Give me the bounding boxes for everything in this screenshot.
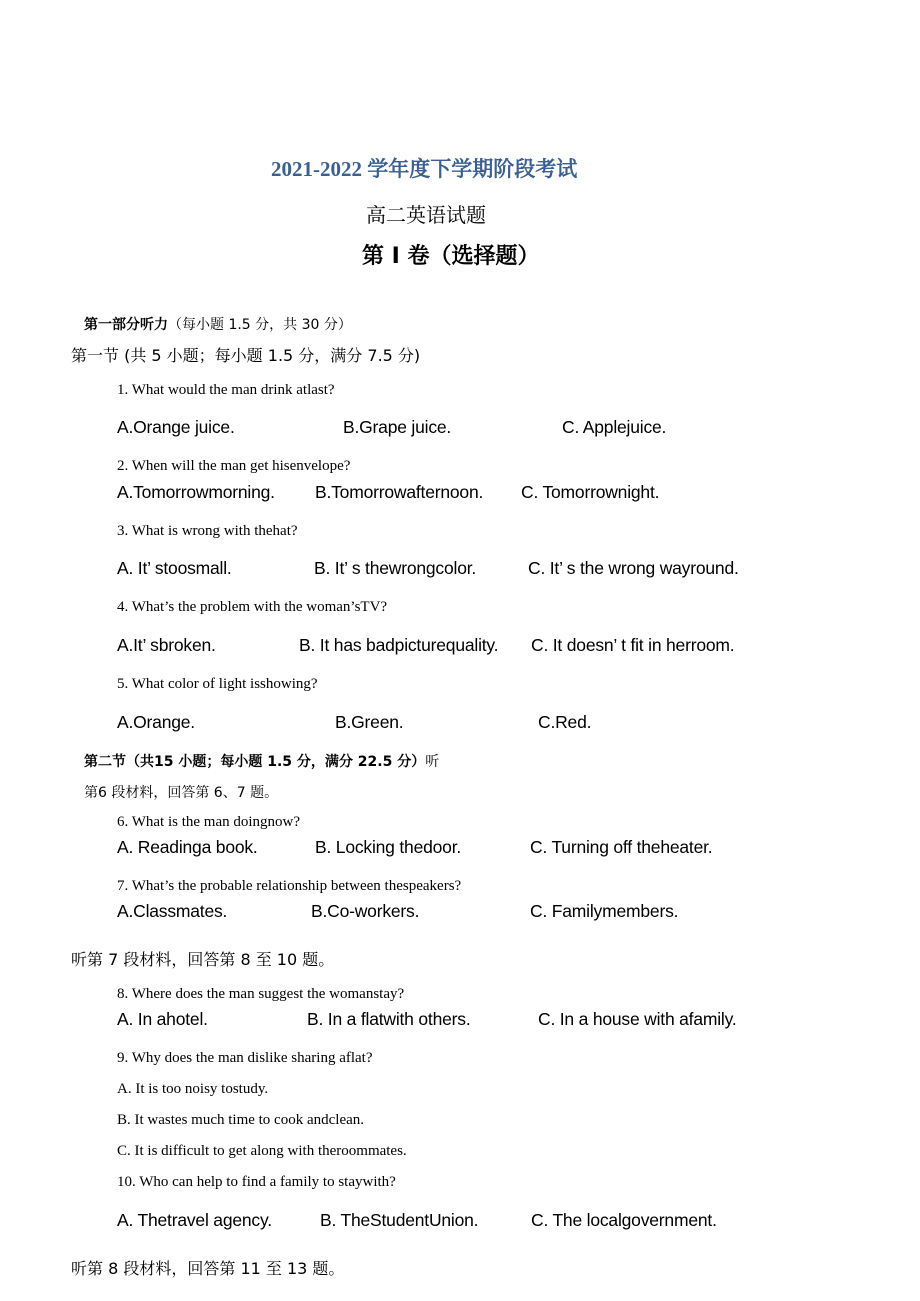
q10-option-c: C. The localgovernment. — [531, 1210, 717, 1230]
q5-option-c: C.Red. — [538, 712, 592, 732]
q7-option-a: A.Classmates. — [117, 901, 228, 921]
q3-option-a: A. It’ stoosmall. — [117, 558, 232, 578]
q1-option-a: A.Orange juice. — [117, 417, 235, 437]
q7-option-c: C. Familymembers. — [530, 901, 679, 921]
listen-passage-8: 听第 8 段材料，回答第 11 至 13 题。 — [71, 1259, 345, 1278]
volume-heading: 第 I 卷（选择题） — [362, 244, 540, 269]
q6-option-c: C. Turning off theheater. — [530, 837, 713, 857]
q10-option-b: B. TheStudentUnion. — [320, 1210, 479, 1230]
q8-option-a: A. In ahotel. — [117, 1009, 208, 1029]
section2-heading-tail: 听 — [425, 754, 440, 770]
section2-heading-text: 第二节（共15 小题；每小题 1.5 分，满分 22.5 分） — [84, 754, 426, 770]
q3-option-c: C. It’ s the wrong wayround. — [528, 558, 739, 578]
q3-option-b: B. It’ s thewrongcolor. — [314, 558, 477, 578]
question-4: 4. What’s the problem with the woman’sTV? — [117, 599, 388, 615]
question-5: 5. What color of light isshowing? — [117, 676, 318, 692]
q5-option-a: A.Orange. — [117, 712, 195, 732]
section2-heading — [84, 751, 439, 771]
q8-option-b: B. In a flatwith others. — [307, 1009, 471, 1029]
question-9: 9. Why does the man dislike sharing aflat? — [117, 1050, 373, 1066]
question-8: 8. Where does the man suggest the womanstay? — [117, 986, 405, 1002]
q4-option-b: B. It has badpicturequality. — [299, 635, 499, 655]
q9-option-b: B. It wastes much time to cook andclean. — [117, 1112, 365, 1128]
q4-option-c: C. It doesn’ t fit in herroom. — [531, 635, 735, 655]
q5-option-b: B.Green. — [335, 712, 404, 732]
part1-heading-bold: 第一部分听力 — [84, 317, 168, 333]
question-1: 1. What would the man drink atlast? — [117, 382, 335, 398]
q6-option-a: A. Readinga book. — [117, 837, 258, 857]
question-7: 7. What’s the probable relationship between thespeakers? — [117, 878, 462, 894]
q6-option-b: B. Locking thedoor. — [315, 837, 462, 857]
q2-option-b: B.Tomorrowafternoon. — [315, 482, 484, 502]
q10-option-a: A. Thetravel agency. — [117, 1210, 272, 1230]
q7-option-b: B.Co-workers. — [311, 901, 420, 921]
question-2: 2. When will the man get hisenvelope? — [117, 458, 351, 474]
exam-subtitle: 高二英语试题 — [366, 203, 486, 227]
q1-option-c: C. Applejuice. — [562, 417, 667, 437]
question-10: 10. Who can help to find a family to staywith? — [117, 1174, 396, 1190]
q9-option-c: C. It is difficult to get along with theroommates. — [117, 1143, 407, 1159]
section1-heading: 第一节 (共 5 小题；每小题 1.5 分，满分 7.5 分) — [71, 346, 421, 365]
q8-option-c: C. In a house with afamily. — [538, 1009, 737, 1029]
part1-heading — [84, 314, 352, 334]
listen-passage-7: 听第 7 段材料，回答第 8 至 10 题。 — [71, 950, 335, 969]
q1-option-b: B.Grape juice. — [343, 417, 452, 437]
section2-note: 第6 段材料，回答第 6、7 题。 — [84, 785, 279, 801]
q2-option-a: A.Tomorrowmorning. — [117, 482, 275, 502]
q4-option-a: A.It’ sbroken. — [117, 635, 216, 655]
question-3: 3. What is wrong with thehat? — [117, 523, 298, 539]
q9-option-a: A. It is too noisy tostudy. — [117, 1081, 269, 1097]
exam-title: 2021-2022 学年度下学期阶段考试 — [271, 157, 578, 181]
q2-option-c: C. Tomorrownight. — [521, 482, 660, 502]
part1-heading-rest: （每小题 1.5 分，共 30 分） — [168, 317, 352, 333]
question-6: 6. What is the man doingnow? — [117, 814, 301, 830]
